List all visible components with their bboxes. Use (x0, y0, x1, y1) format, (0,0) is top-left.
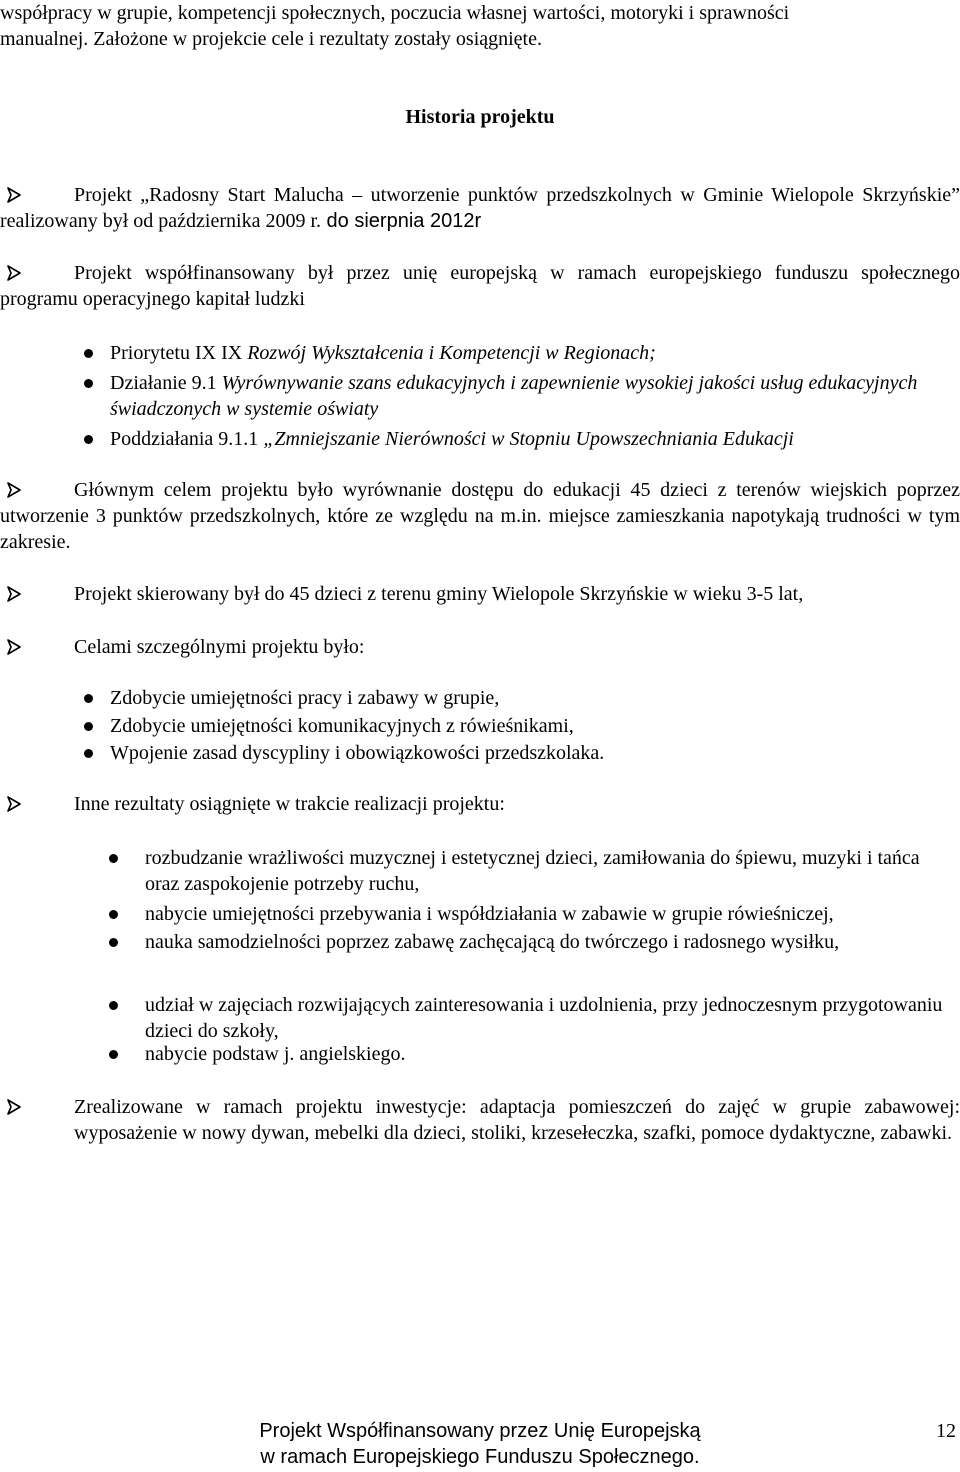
bullet-dot-icon (84, 722, 93, 731)
list-item-investments (0, 1094, 960, 1146)
financing-text: Projekt współfinansowany był przez unię europejską w ramach europejskiego funduszu społecznego programu operacyjnego kapitał ludzki (0, 262, 960, 310)
bullet-dot-icon (84, 349, 93, 358)
result-item: nauka samodzielności poprzez zabawę zachęcającą do twórczego i radosnego wysiłku, (108, 929, 954, 955)
specific-goal-item: Wpojenie zasad dyscypliny i obowiązkowości przedszkolaka. (74, 740, 954, 766)
footer-line-1: Projekt Współfinansowany przez Unię Europejską (259, 1420, 701, 1442)
program-action: Działanie 9.1 Wyrównywanie szans edukacyjnych i zapewnienie wysokiej jakości usług edukacyjnych świadczonych w systemie oświaty (74, 370, 954, 422)
bullet-dot-icon (109, 1001, 118, 1010)
program-subaction: Poddziałania 9.1.1 „Zmniejszanie Nierówności w Stopniu Upowszechniania Edukacji (74, 426, 954, 452)
list-item-specific-goals (0, 634, 960, 660)
intro-line-2: manualnej. Założone w projekcie cele i rezultaty zostały osiągnięte. (0, 28, 542, 50)
list-item-financing (0, 260, 960, 312)
arrow-bullet-icon (6, 796, 22, 812)
result-item: nabycie podstaw j. angielskiego. (108, 1041, 954, 1067)
arrow-bullet-icon (6, 586, 22, 602)
footer-line-2: w ramach Europejskiego Funduszu Społecznego. (260, 1446, 700, 1468)
bullet-dot-icon (84, 435, 93, 444)
arrow-bullet-icon (6, 639, 22, 655)
bullet-dot-icon (109, 910, 118, 919)
arrow-bullet-icon (6, 187, 22, 203)
specific-goals-heading: Celami szczególnymi projektu było: (74, 636, 365, 658)
specific-goal-item: Zdobycie umiejętności pracy i zabawy w grupie, (74, 685, 954, 711)
list-item-other-results (0, 791, 960, 817)
section-title: Historia projektu (405, 106, 555, 128)
other-results-heading: Inne rezultaty osiągnięte w trakcie realizacji projektu: (74, 793, 505, 815)
list-item-history (0, 182, 960, 234)
investments-text: Zrealizowane w ramach projektu inwestycje: adaptacja pomieszczeń do zajęć w grupie zabawowej: wyposażenie w nowy dywan, mebelki dla dzieci, stoliki, krzesełeczka, szafki, pomoce dydaktyczne, zabawki. (74, 1096, 960, 1144)
bullet-dot-icon (84, 694, 93, 703)
target-text: Projekt skierowany był do 45 dzieci z terenu gminy Wielopole Skrzyńskie w wieku 3-5 lat, (74, 583, 804, 605)
program-priority: Priorytetu IX IX Rozwój Wykształcenia i Kompetencji w Regionach; (74, 340, 954, 366)
page-number: 12 (936, 1420, 956, 1442)
result-item: udział w zajęciach rozwijających zainteresowania i uzdolnienia, przy jednoczesnym przygotowaniu dzieci do szkoły, (108, 992, 954, 1044)
arrow-bullet-icon (6, 482, 22, 498)
bullet-dot-icon (109, 938, 118, 947)
bullet-dot-icon (84, 379, 93, 388)
list-item-goal (0, 477, 960, 555)
history-text (0, 182, 960, 234)
result-item: rozbudzanie wrażliwości muzycznej i estetycznej dzieci, zamiłowania do śpiewu, muzyki i tańca oraz zaspokojenie potrzeby ruchu, (108, 845, 954, 897)
history-text-main: Projekt „Radosny Start Malucha – utworzenie punktów przedszkolnych w Gminie Wielopole Skrzyńskie” realizowany był od października 2009 r. (0, 184, 960, 232)
goal-text: Głównym celem projektu było wyrównanie dostępu do edukacji 45 dzieci z terenów wiejskich poprzez utworzenie 3 punktów przedszkolnych, które ze względu na m.in. miejsce zamieszkania napotykają trudności w tym zakresie. (0, 479, 960, 553)
specific-goal-item: Zdobycie umiejętności komunikacyjnych z rówieśnikami, (74, 713, 954, 739)
history-text-end: do sierpnia 2012r (321, 210, 482, 232)
bullet-dot-icon (109, 854, 118, 863)
result-item: nabycie umiejętności przebywania i współdziałania w zabawie w grupie rówieśniczej, (108, 901, 954, 927)
bullet-dot-icon (109, 1050, 118, 1059)
intro-line-1: współpracy w grupie, kompetencji społecznych, poczucia własnej wartości, motoryki i sprawności (0, 2, 790, 24)
list-item-target (0, 581, 960, 607)
arrow-bullet-icon (6, 265, 22, 281)
arrow-bullet-icon (6, 1099, 22, 1115)
bullet-dot-icon (84, 749, 93, 758)
